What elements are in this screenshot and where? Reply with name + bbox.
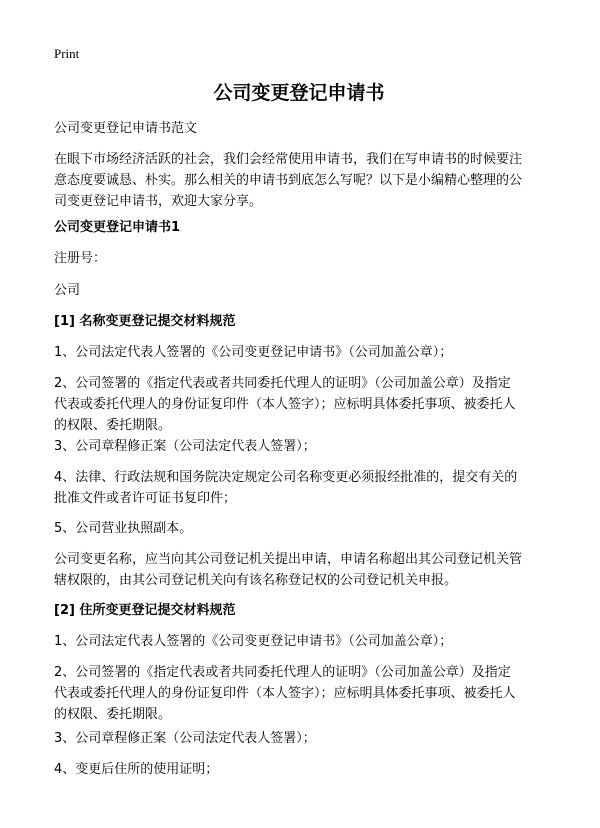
part1-item-2-line: 2、公司签署的《指定代表或者共同委托代理人的证明》（公司加盖公章）及指定 [54, 376, 511, 391]
part1-item-1: 1、公司法定代表人签署的《公司变更登记申请书》（公司加盖公章）； [54, 345, 453, 360]
part1-item-2 [54, 373, 554, 436]
part2-item-3: 3、公司章程修正案（公司法定代表人签署）； [54, 731, 316, 746]
intro-paragraph [54, 149, 554, 212]
part1-item-4-line: 批准文件或者许可证书复印件； [54, 491, 237, 506]
part2-item-2-line: 2、公司签署的《指定代表或者共同委托代理人的证明》（公司加盖公章）及指定 [54, 665, 511, 680]
company-label: 公司 [54, 283, 81, 298]
document-title: 公司变更登记申请书 [213, 82, 385, 104]
part1-item-2-line: 代表或委托代理人的身份证复印件（本人签字）；应标明具体委托事项、被委托人 [54, 397, 516, 412]
registration-number-label: 注册号： [54, 251, 107, 266]
part1-note [54, 549, 554, 591]
part1-note-line: 公司变更名称，应当向其公司登记机关提出申请，申请名称超出其公司登记机关管 [54, 552, 523, 567]
part2-item-1: 1、公司法定代表人签署的《公司变更登记申请书》（公司加盖公章）； [54, 634, 453, 649]
part1-item-5: 5、公司营业执照副本。 [54, 521, 193, 536]
intro-line: 在眼下市场经济活跃的社会，我们会经常使用申请书，我们在写申请书的时候要注 [54, 152, 523, 167]
part1-item-4 [54, 467, 554, 509]
part2-item-2-line: 代表或委托代理人的身份证复印件（本人签字）；应标明具体委托事项、被委托人 [54, 686, 516, 701]
intro-line: 司变更登记申请书，欢迎大家分享。 [54, 194, 263, 209]
print-label: Print [54, 46, 80, 61]
intro-line: 意态度要诚恳、朴实。那么相关的申请书到底怎么写呢？以下是小编精心整理的公 [54, 173, 523, 188]
part1-item-3: 3、公司章程修正案（公司法定代表人签署）； [54, 439, 316, 454]
part1-item-2-line: 的权限、委托期限。 [54, 418, 172, 433]
part1-note-line: 辖权限的，由其公司登记机关向有该名称登记权的公司登记机关申报。 [54, 573, 458, 588]
part2-item-2-line: 的权限、委托期限。 [54, 707, 172, 722]
part1-heading: [1] 名称变更登记提交材料规范 [54, 314, 236, 329]
part1-item-4-line: 4、法律、行政法规和国务院决定规定公司名称变更必须报经批准的，提交有关的 [54, 470, 518, 485]
part2-item-2 [54, 662, 554, 725]
section-heading: 公司变更登记申请书1 [54, 220, 181, 235]
part2-item-4: 4、变更后住所的使用证明； [54, 762, 219, 777]
part2-heading: [2] 住所变更登记提交材料规范 [54, 603, 236, 618]
document-subtitle: 公司变更登记申请书范文 [54, 121, 198, 136]
